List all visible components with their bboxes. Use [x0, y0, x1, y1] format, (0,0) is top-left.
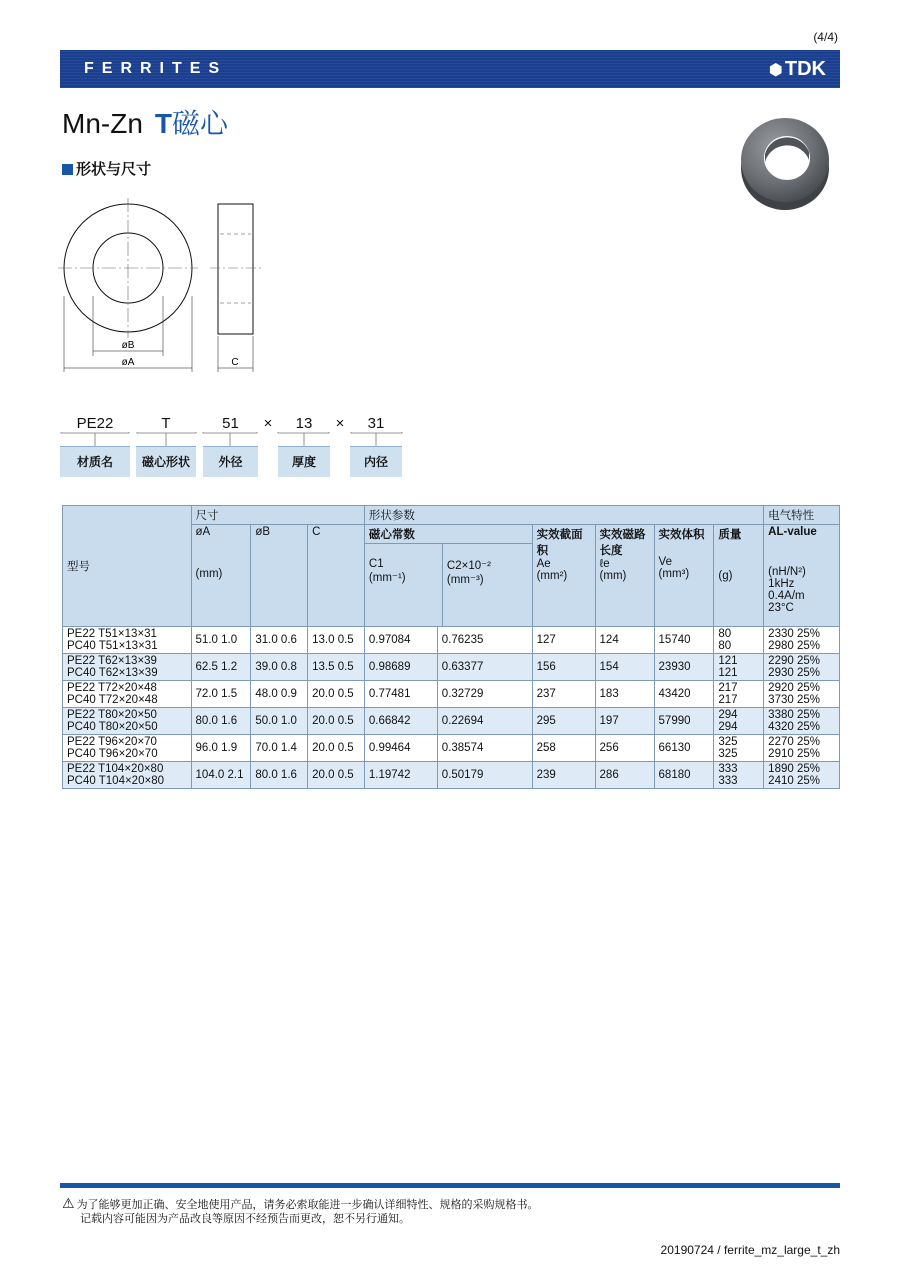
footer-code: 20190724 / ferrite_mz_large_t_zh [660, 1243, 840, 1257]
pn-times-2: × [335, 415, 345, 432]
th-c2: C2×10⁻² [446, 560, 492, 572]
title-suffix: 磁心 [172, 108, 229, 139]
th-c: C [308, 525, 365, 627]
footer-rule [60, 1183, 840, 1188]
table-row: PE22 T104×20×80 PC40 T104×20×80 104.0 2.1 80.0 1.6 20.0 0.5 1.19742 0.50179 239 286 68180 333 333 1890 25% 2410 25% [63, 762, 840, 789]
dimension-drawing [58, 196, 278, 376]
th-b: øB [251, 525, 308, 627]
th-c1-unit: (mm⁻¹) [368, 572, 406, 584]
th-core-const: 磁心常数 C1 (mm⁻¹) C2×10⁻² (mm⁻³) [364, 525, 532, 627]
notice-line-1: 为了能够更加正确、安全地使用产品，请务必索取能进一步确认详细特性、规格的采购规格书。 [76, 1199, 539, 1211]
label-b: øB [121, 340, 135, 351]
pn-label-inner: 内径 [350, 446, 402, 477]
notice [62, 1196, 539, 1226]
header-banner [60, 50, 840, 88]
th-a: øA (mm) [191, 525, 251, 627]
th-ae: 实效截面积 Ae (mm²) [532, 525, 595, 627]
pn-times-1: × [263, 415, 273, 432]
table-row: PE22 T51×13×31 PC40 T51×13×31 51.0 1.0 31.0 0.6 13.0 0.5 0.97084 0.76235 127 124 15740 80 80 2330 25% 2980 25% [63, 627, 840, 654]
tdk-logo-mark-icon: ⬢ [768, 62, 783, 79]
table-row: PE22 T72×20×48 PC40 T72×20×48 72.0 1.5 48.0 0.9 20.0 0.5 0.77481 0.32729 237 183 43420 217 217 2920 25% 3730 25% [63, 681, 840, 708]
th-ve: 实效体积 Ve (mm³) [654, 525, 714, 627]
warning-icon: ⚠ [62, 1195, 75, 1211]
pn-thickness: 13 [295, 415, 313, 432]
table-row: PE22 T96×20×70 PC40 T96×20×70 96.0 1.9 70.0 1.4 20.0 0.5 0.99464 0.38574 258 256 66130 325 325 2270 25% 2910 25% [63, 735, 840, 762]
label-c: C [231, 357, 239, 368]
pn-inner: 31 [367, 415, 385, 432]
pn-outer: 51 [222, 415, 239, 432]
page-number: (4/4) [813, 30, 838, 44]
ring-core-photo [735, 110, 835, 215]
page-title [62, 102, 228, 142]
spec-table [62, 505, 840, 789]
th-electrical: 电气特性 [764, 506, 840, 525]
section-title: 形状与尺寸 [62, 158, 151, 179]
th-dims: 尺寸 [191, 506, 364, 525]
th-al: AL-value (nH/N²) 1kHz 0.4A/m 23°C [764, 525, 840, 627]
title-letter: T [154, 108, 173, 139]
section-square-icon [62, 164, 73, 175]
table-row: PE22 T62×13×39 PC40 T62×13×39 62.5 1.2 39.0 0.8 13.5 0.5 0.98689 0.63377 156 154 23930 121 121 2290 25% 2930 25% [63, 654, 840, 681]
notice-line-2: 记载内容可能因为产品改良等原因不经预告而更改，恕不另行通知。 [80, 1213, 410, 1225]
pn-label-thickness: 厚度 [278, 446, 330, 477]
th-le: 实效磁路长度 ℓe (mm) [595, 525, 654, 627]
th-model: 型号 [63, 506, 192, 627]
banner-title: FERRITES [84, 60, 228, 77]
title-prefix: Mn-Zn [62, 108, 143, 139]
pn-label-shape: 磁心形状 [136, 446, 196, 477]
th-c2-unit: (mm⁻³) [446, 574, 484, 586]
th-shape-params: 形状参数 [364, 506, 763, 525]
tdk-logo: ⬢ TDK [768, 58, 826, 80]
pn-label-material: 材质名 [60, 446, 130, 477]
label-a: øA [121, 357, 135, 368]
pn-material: PE22 [76, 415, 114, 432]
th-c1: C1 [368, 558, 384, 570]
th-mass: 质量 (g) [714, 525, 764, 627]
pn-label-outer: 外径 [203, 446, 258, 477]
pn-shape: T [161, 415, 171, 432]
table-row: PE22 T80×20×50 PC40 T80×20×50 80.0 1.6 50.0 1.0 20.0 0.5 0.66842 0.22694 295 197 57990 294 294 3380 25% 4320 25% [63, 708, 840, 735]
